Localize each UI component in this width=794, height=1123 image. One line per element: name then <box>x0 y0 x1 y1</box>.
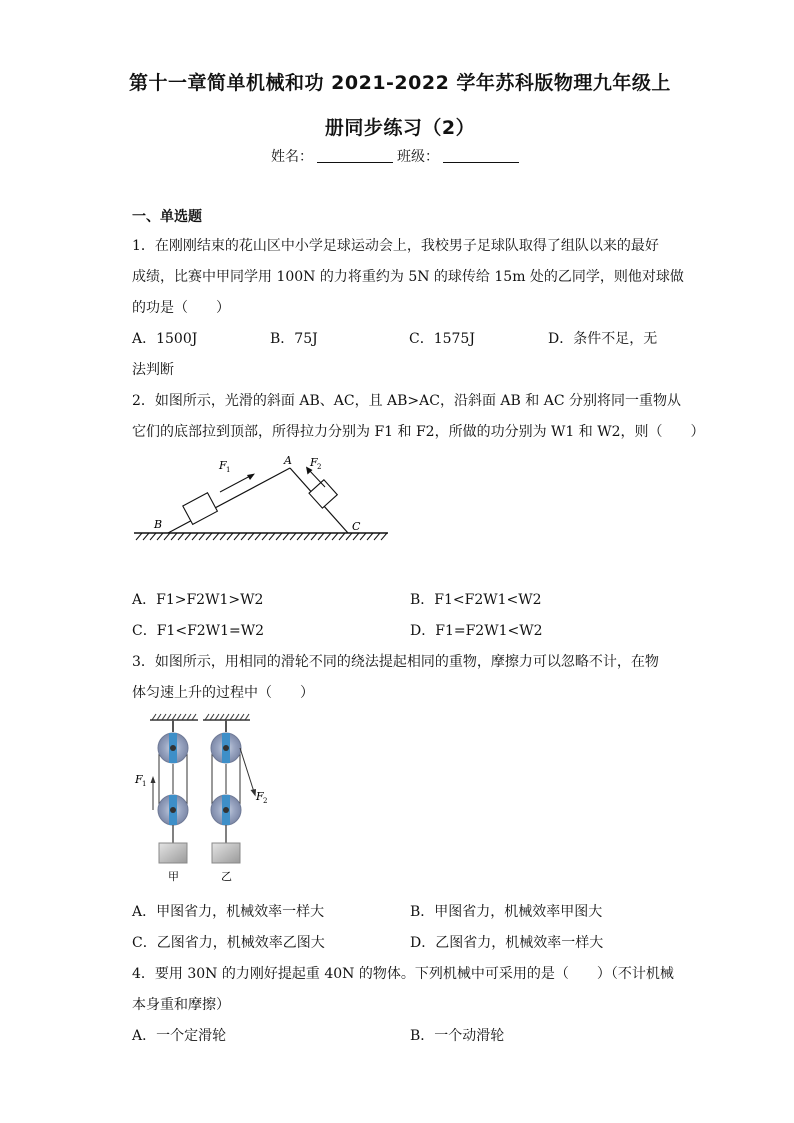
force-f2-arrow <box>240 748 254 792</box>
vertex-b-label: B <box>154 518 163 531</box>
incline-figure <box>130 450 392 546</box>
q3-option-c[interactable]: C．乙图省力，机械效率乙图大 <box>132 935 325 951</box>
pulley-f1-label: F <box>135 773 143 786</box>
pulley-setup-yi <box>211 720 267 883</box>
q4-text-line2: 本身重和摩擦） <box>132 997 230 1013</box>
pulley-f2-subscript: 2 <box>263 797 268 805</box>
worksheet-title-line2: 册同步练习（2） <box>324 117 476 139</box>
pulley-setup-jia <box>134 720 188 883</box>
label-jia: 甲 <box>168 870 179 883</box>
class-label: 班级： <box>397 149 439 165</box>
f2-label: F <box>310 456 318 469</box>
name-blank[interactable] <box>317 150 393 163</box>
block-on-ac <box>309 480 337 508</box>
f1-label: F <box>219 459 227 472</box>
q4-text-line1: 4．要用 30N 的力刚好提起重 40N 的物体。下列机械中可采用的是（ ）（不计机械 <box>132 966 674 982</box>
f2-subscript: 2 <box>317 463 322 471</box>
q2-option-a[interactable]: A．F1>F2W1>W2 <box>132 592 264 608</box>
q1-option-d[interactable]: D．条件不足，无 <box>548 331 658 347</box>
slope-ab <box>168 468 290 533</box>
vertex-c-label: C <box>352 520 361 533</box>
q3-option-b[interactable]: B．甲图省力，机械效率甲图大 <box>410 904 603 920</box>
pulley-f2-label: F <box>256 790 264 803</box>
worksheet-title-line1: 第十一章简单机械和功 2021-2022 学年苏科版物理九年级上 <box>129 72 671 94</box>
q1-text-line1: 1．在刚刚结束的花山区中小学足球运动会上，我校男子足球队取得了组队以来的最好 <box>132 238 659 254</box>
ceiling-left-hatch <box>152 714 196 720</box>
vertex-a-label: A <box>284 454 292 467</box>
q1-option-b[interactable]: B．75J <box>270 331 318 347</box>
weight-yi <box>212 843 240 863</box>
q4-option-a[interactable]: A．一个定滑轮 <box>132 1028 227 1044</box>
q3-text-line2: 体匀速上升的过程中（ ） <box>132 685 314 701</box>
force-f1-arrowhead <box>247 474 255 481</box>
name-label: 姓名： <box>271 149 313 165</box>
q2-text-line2: 它们的底部拉到顶部，所得拉力分别为 F1 和 F2，所做的功分别为 W1 和 W2，则（ ） <box>132 424 705 440</box>
q2-option-d[interactable]: D．F1=F2W1<W2 <box>410 623 543 639</box>
class-blank[interactable] <box>443 150 519 163</box>
weight-jia <box>159 843 187 863</box>
q1-option-a[interactable]: A．1500J <box>132 331 198 347</box>
q2-option-c[interactable]: C．F1<F2W1=W2 <box>132 623 265 639</box>
ground-hatching <box>136 533 387 540</box>
block-on-ab <box>183 493 218 525</box>
q3-text-line1: 3．如图所示，用相同的滑轮不同的绕法提起相同的重物，摩擦力可以忽略不计，在物 <box>132 654 659 670</box>
ceiling-right-hatch <box>205 714 249 720</box>
section-heading: 一、单选题 <box>132 209 202 225</box>
q2-text-line1: 2．如图所示，光滑的斜面 AB、AC，且 AB>AC，沿斜面 AB 和 AC 分别将同一重物从 <box>132 393 681 409</box>
q3-option-d[interactable]: D．乙图省力，机械效率一样大 <box>410 935 604 951</box>
label-yi: 乙 <box>221 870 232 883</box>
q1-option-c[interactable]: C．1575J <box>409 331 475 347</box>
f1-subscript: 1 <box>226 466 231 474</box>
pulley-figure <box>130 710 280 885</box>
q1-text-line3: 的功是（ ） <box>132 300 230 316</box>
q1-text-line2: 成绩，比赛中甲同学用 100N 的力将重约为 5N 的球传给 15m 处的乙同学，则他对球做 <box>132 269 684 285</box>
q2-option-b[interactable]: B．F1<F2W1<W2 <box>410 592 542 608</box>
student-info-row <box>0 146 794 166</box>
q1-option-d-cont: 法判断 <box>132 362 174 378</box>
q4-option-b[interactable]: B．一个动滑轮 <box>410 1028 505 1044</box>
force-f1-arrow <box>220 475 252 492</box>
q3-option-a[interactable]: A．甲图省力，机械效率一样大 <box>132 904 325 920</box>
pulley-f1-subscript: 1 <box>142 780 147 788</box>
